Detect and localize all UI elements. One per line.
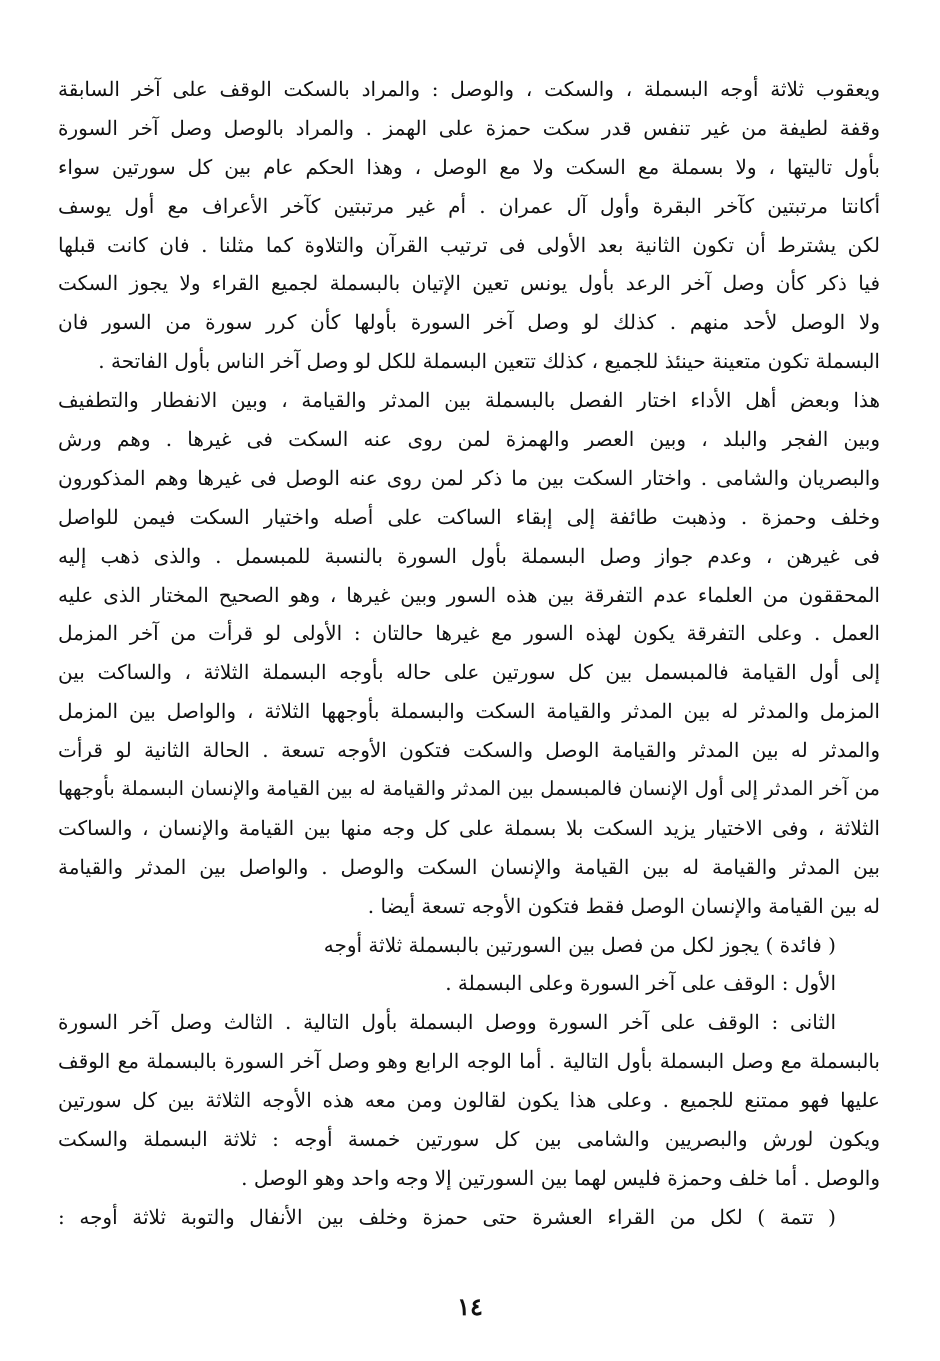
text-line: له بين القيامة والإنسان الوصل فقط فتكون الأوجه تسعة أيضا . [367, 893, 880, 918]
text-line: فيا ذكر كأن وصل آخر الرعد بأول يونس تعين الإتيان بالبسملة لجميع القراء ولا يجوز السكت [58, 271, 880, 296]
text-line: وقفة لطيفة من غير تنفس قدر سكت حمزة على الهمز . والمراد بالوصل وصل آخر السورة [58, 115, 880, 140]
text-line: من آخر المدثر إلى أول الإنسان فالمبسمل بين المدثر والقيامة له بين القيامة والإنسان البسملة بأوجهها [58, 777, 880, 801]
text-line: والوصل . أما خلف وحمزة فليس لهما بين السورتين إلا وجه واحد وهو الوصل . [241, 1165, 880, 1190]
text-line: والمدثر له بين المدثر والقيامة الوصل والسكت فتكون الأوجه تسعة . الحالة الثانية لو قرأت [58, 738, 880, 763]
text-line: وخلف وحمزة . وذهبت طائفة إلى إبقاء الساكت على أصله واختيار السكت فيمن للواصل [58, 504, 880, 529]
note-heading-line: ( فائدة ) يجوز لكل من فصل بين السورتين بالبسملة ثلاثة أوجه [323, 932, 836, 957]
text-line: بالبسملة مع وصل البسملة بأول التالية . أما الوجه الرابع وهو وصل آخر السورة بالبسملة مع الوقف [58, 1049, 880, 1074]
text-line: العمل . وعلى التفرقة يكون لهذه السور مع غيرها حالتان : الأولى لو قرأت من آخر المزمل [58, 621, 880, 646]
text-line: وبين الفجر والبلد ، وبين العصر والهمزة لمن روى عنه السكت فى غيرها . وهم ورش [58, 427, 880, 452]
text-line: ويعقوب ثلاثة أوجه البسملة ، والسكت ، والوصل : والمراد بالسكت الوقف على آخر السابقة [58, 77, 880, 101]
text-line: فى غيرهن ، وعدم جواز وصل البسملة بأول السورة بالنسبة للمبسمل . والذى ذهب إليه [58, 543, 880, 568]
page-body-text [58, 70, 880, 1237]
text-line: المحققون من العلماء عدم التفرقة بين هذه السور وبين غيرها ، وهو الصحيح المختار الذى عليه [58, 582, 880, 607]
text-line: الثانى : الوقف على آخر السورة ووصل البسملة بأول التالية . الثالث وصل آخر السورة [58, 1010, 836, 1035]
text-line: الثلاثة ، وفى الاختيار يزيد السكت بلا بسملة على كل وجه منها بين القيامة والإنسان ، والساكت [58, 815, 880, 840]
page-number: ١٤ [457, 1292, 483, 1321]
text-line: إلى أول القيامة فالمبسمل بين كل سورتين على حاله بأوجه البسملة الثلاثة ، والساكت بين [58, 660, 880, 685]
text-line: بين المدثر والقيامة له بين القيامة والإنسان السكت والوصل . والواصل بين المدثر والقيامة [58, 854, 880, 879]
text-line: أكانتا مرتبتين كآخر البقرة وأول آل عمران . أم غير مرتبتين كآخر الأعراف مع أول يوسف [58, 193, 880, 218]
text-line: المزمل والمدثر له بين المدثر والقيامة السكت والبسملة بأوجهها الثلاثة ، والواصل بين المزمل [58, 699, 880, 724]
text-line: بأول تاليتها ، ولا بسملة مع السكت ولا مع الوصل ، وهذا الحكم عام بين كل سورتين سواء [58, 154, 880, 179]
note-heading-line: ( تتمة ) لكل من القراء العشرة حتى حمزة وخلف بين الأنفال والتوبة ثلاثة أوجه : [58, 1204, 836, 1229]
text-line: لكن يشترط أن تكون الثانية بعد الأولى فى ترتيب القرآن والتلاوة كما مثلنا . فان كانت قبلها [58, 232, 880, 257]
text-line: عليها فهو ممتنع للجميع . وعلى هذا يكون لقالون ومن معه هذه الأوجه الثلاثة بين كل سورتين [58, 1088, 880, 1113]
text-line: البسملة تكون متعينة حينئذ للجميع ، كذلك تتعين البسملة للكل لو وصل آخر الناس بأول الفاتحة . [98, 349, 880, 374]
text-line: هذا وبعض أهل الأداء اختار الفصل بالبسملة بين المدثر والقيامة ، وبين الانفطار والتطفيف [58, 388, 880, 413]
text-line: والبصريان والشامى . واختار السكت بين ما ذكر لمن روى عنه الوصل فى غيرها وهم المذكورون [58, 465, 880, 490]
text-line: ولا الوصل لأحد منهم . كذلك لو وصل آخر السورة بأولها كأن كرر سورة من السور فان [58, 310, 880, 335]
text-line: الأول : الوقف على آخر السورة وعلى البسملة . [445, 971, 836, 996]
text-line: ويكون لورش والبصريين والشامى بين كل سورتين خمسة أوجه : ثلاثة البسملة والسكت [58, 1127, 880, 1152]
